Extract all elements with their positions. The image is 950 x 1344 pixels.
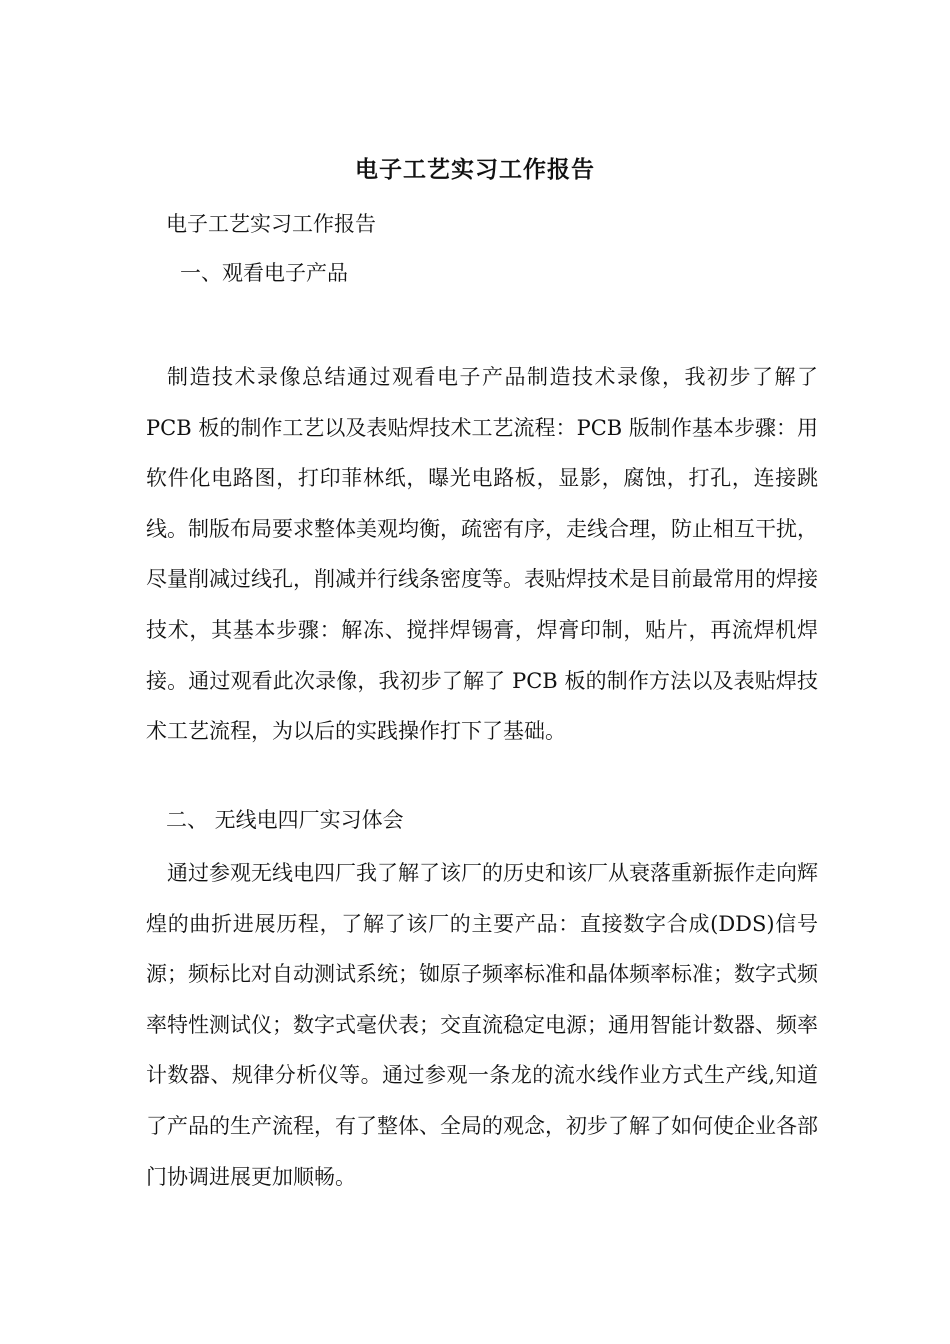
section-2-heading: 二、 无线电四厂实习体会 <box>166 808 404 832</box>
document-title: 电子工艺实习工作报告 <box>355 156 595 183</box>
document-subtitle: 电子工艺实习工作报告 <box>166 212 376 236</box>
section-1-paragraph: 制造技术录像总结通过观看电子产品制造技术录像，我初步了解了 PCB 板的制作工艺以及表贴焊技术工艺流程：PCB 版制作基本步骤：用软件化电路图，打印菲林纸，曝光电路板，显影，腐蚀，打孔，连接跳线。制版布局要求整体美观均衡，疏密有序，走线合理，防止相互干扰，尽量削减过线孔，削减并行线条密度等。表贴焊技术是目前最常用的焊接技术，其基本步骤：解冻、搅拌焊锡膏，焊膏印制，贴片，再流焊机焊接。通过观看此次录像，我初步了解了 PCB 板的制作方法以及表贴焊技术工艺流程，为以后的实践操作打下了基础。 <box>146 365 818 744</box>
section-2-paragraph: 通过参观无线电四厂我了解了该厂的历史和该厂从衰落重新振作走向辉煌的曲折进展历程，了解了该厂的主要产品：直接数字合成(DDS)信号源；频标比对自动测试系统；铷原子频率标准和晶体频率标准；数字式频率特性测试仪；数字式毫伏表；交直流稳定电源；通用智能计数器、频率计数器、规律分析仪等。通过参观一条龙的流水线作业方式生产线,知道了产品的生产流程，有了整体、全局的观念，初步了解了如何使企业各部门协调进展更加顺畅。 <box>146 861 818 1189</box>
section-1-heading: 一、观看电子产品 <box>180 261 348 285</box>
